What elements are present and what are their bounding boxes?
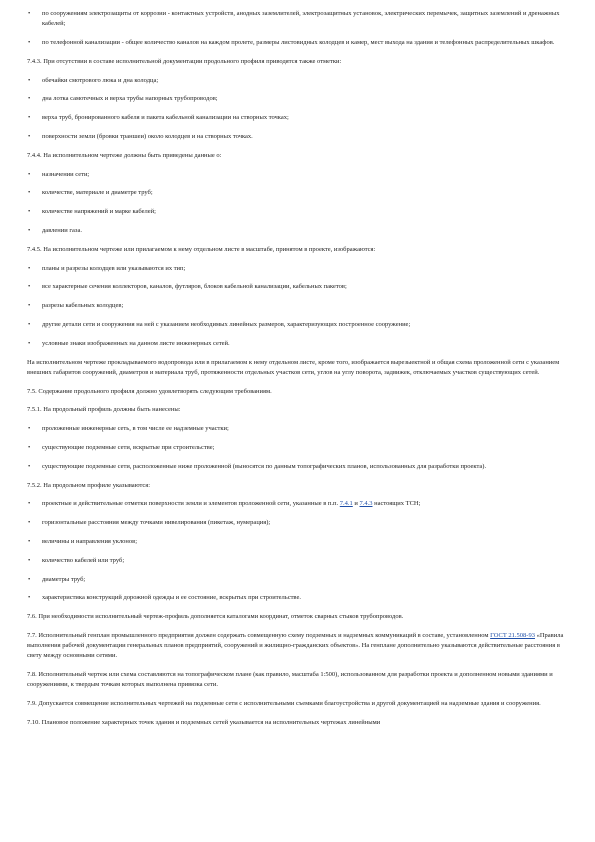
bullet-item [27, 38, 569, 48]
bullet-text: существующие подземные сети, вскрытые при строительстве; [42, 443, 215, 451]
bullet-dot-icon: • [28, 226, 31, 234]
bullet-text: существующие подземные сети, расположенные ниже проложенной (выносятся по данным топографических планов, использованных для разработки проекта). [42, 462, 487, 470]
bullet-dot-icon: • [28, 462, 31, 470]
paragraph: 7.5.2. На продольном профиле указываются: [27, 481, 151, 489]
bullet-item [27, 301, 569, 311]
bullet-item [27, 537, 569, 547]
bullet-item [27, 424, 569, 434]
paragraph [27, 631, 569, 662]
bullet-dot-icon: • [28, 425, 31, 433]
bullet-dot-icon: • [28, 443, 31, 451]
bullet-dot-icon: • [28, 132, 31, 140]
bullet-dot-icon: • [28, 76, 31, 84]
bullet-item [27, 264, 569, 274]
bullet-text: количестве напряжений и марке кабелей; [42, 208, 156, 216]
bullet-dot-icon: • [28, 519, 31, 527]
text-segment: настоящих ТСН; [372, 500, 421, 508]
bullet-text: по телефонной канализации - общее количество каналов на каждом пролете, размеры листовидных колодцев и камер, мест выхода на здания и телефонных распределительных шкафов. [42, 39, 555, 46]
paragraph: 7.10. Плановое положение характерных точек здания и подземных сетей указывается на исполнительных чертежах линейными [27, 718, 381, 726]
bullet-item [27, 170, 569, 180]
bullet-item [27, 339, 569, 349]
paragraph: 7.8. Исполнительный чертеж или схема составляются на топографическом плане (как правило, масштаба 1:500), использованном для разработки проекта и дополненном новыми зданиями и сооружениями, к твердым точкам которых выполнена привязка сети. [27, 671, 553, 689]
text-segment: проектные и действительные отметки поверхности земли и элементов проложенной сети, указанные в п.п. [42, 500, 340, 508]
bullet-dot-icon: • [28, 320, 31, 328]
link-section-7-4-1[interactable]: 7.4.1 [339, 500, 353, 508]
bullet-dot-icon: • [28, 10, 31, 17]
bullet-item [27, 113, 569, 123]
link-gost-21-508-93[interactable]: ГОСТ 21.508-93 [490, 631, 535, 639]
paragraph: 7.5. Содержание продольного профиля должно удовлетворять следующим требованиям. [27, 387, 272, 395]
bullet-item [27, 94, 569, 104]
bullet-item [27, 556, 569, 566]
paragraph: На исполнительном чертеже прокладываемого водопровода или в прилагаемом к нему отдельном листе, кроме того, изображается вырезыектной и общая схема проложенной сети с указанием внешних габаритов сооружений, диаметров и материала труб, протяженности отдельных участков сети, углов на углу поворота, задвижек, отключаемых участков существующих сетей. [27, 358, 560, 376]
bullet-dot-icon: • [28, 170, 31, 178]
bullet-text: диаметры труб; [42, 575, 86, 583]
bullet-text: обечайки смотрового люка и дна колодца; [42, 76, 159, 84]
bullet-item [27, 499, 569, 509]
bullet-item [27, 226, 569, 236]
bullet-dot-icon: • [28, 95, 31, 103]
bullet-dot-icon: • [28, 500, 31, 508]
bullet-text: давлении газа. [42, 226, 82, 234]
paragraph: 7.4.4. На исполнительном чертеже должны быть приведены данные о: [27, 151, 222, 159]
bullet-item [27, 462, 569, 472]
bullet-dot-icon: • [28, 339, 31, 347]
bullet-item [27, 76, 569, 86]
text-segment: 7.7. Исполнительный генплан промышленного предприятия должен содержать совмещенную схему подземных и надземных коммуникаций в составе, установленном [27, 631, 491, 639]
bullet-text: величины и направления уклонов; [42, 537, 138, 545]
bullet-dot-icon: • [28, 189, 31, 197]
bullet-dot-icon: • [28, 537, 31, 545]
bullet-text: количество кабелей или труб; [42, 556, 125, 564]
bullet-text: по сооружениям электрозащиты от коррозии - контактных устройств, анодных заземлителей, электрозащитных установок, электрических перемычек, защитных заземлений и дренажных кабелей; [42, 10, 560, 28]
bullet-dot-icon: • [28, 556, 31, 564]
bullet-item [27, 320, 569, 330]
paragraph: 7.5.1. На продольный профиль должны быть нанесены: [27, 406, 181, 414]
bullet-text: горизонтальные расстояния между точками нивелирования (пикетаж, нумерация); [42, 519, 271, 527]
paragraph: 7.4.3. При отсутствии в составе исполнительной документации продольного профиля приводятся также отметки: [27, 57, 342, 65]
bullet-text: другие детали сети и сооружения на ней с указанием необходимых линейных размеров, характеризующих построенное сооружение; [42, 320, 411, 328]
link-section-7-4-3[interactable]: 7.4.3 [359, 500, 373, 508]
bullet-text: разрезы кабельных колодцев; [42, 302, 124, 310]
text-segment: «Правила выполнения рабочей документации генеральных планов предприятий, сооружений и жилищно-гражданских объектов». На генплане дополнительно указываются действительные расстояния в свету между основными сетями. [27, 631, 564, 660]
bullet-text: количестве, материале и диаметре труб; [42, 189, 153, 197]
bullet-dot-icon: • [28, 302, 31, 310]
bullet-text: поверхности земли (бровки траншеи) около колодцев и на створных точках. [42, 132, 253, 140]
bullet-text: условные знаки изображенных на данном листе инженерных сетей. [42, 339, 230, 347]
bullet-text: все характерные сечения коллекторов, каналов, футляров, блоков кабельной канализации, кабельных пакетов; [42, 283, 347, 291]
bullet-text [42, 500, 420, 507]
bullet-dot-icon: • [28, 39, 31, 46]
bullet-text: характеристика конструкций дорожной одежды и ее состояние, вскрытых при строительстве. [42, 594, 301, 602]
bullet-text: назначении сети; [42, 170, 90, 178]
text-segment: и [352, 500, 360, 508]
bullet-text: планы и разрезы колодцев или указываются их тип; [42, 264, 186, 272]
bullet-dot-icon: • [28, 283, 31, 291]
bullet-text: дна лотка самотечных и верха трубы напорных трубопроводов; [42, 95, 218, 103]
bullet-item [27, 443, 569, 453]
bullet-item [27, 9, 569, 29]
bullet-text: верха труб, бронированного кабеля и пакета кабельной канализации на створных точках; [42, 114, 289, 122]
paragraph: 7.6. При необходимости исполнительный чертеж-профиль дополняется каталогами координат, отметок сварных стыков трубопроводов. [27, 613, 404, 621]
bullet-item [27, 575, 569, 585]
bullet-dot-icon: • [28, 114, 31, 122]
paragraph: 7.4.5. На исполнительном чертеже или прилагаемом к нему отдельном листе в масштабе, принятом в проекте, изображаются: [27, 245, 376, 253]
bullet-dot-icon: • [28, 594, 31, 602]
bullet-dot-icon: • [28, 264, 31, 272]
bullet-item [27, 518, 569, 528]
bullet-item [27, 282, 569, 292]
bullet-item [27, 132, 569, 142]
bullet-dot-icon: • [28, 575, 31, 583]
bullet-dot-icon: • [28, 208, 31, 216]
bullet-text: проложенные инженерные сеть, в том числе ее надземные участки; [42, 425, 229, 433]
bullet-item [27, 593, 569, 603]
bullet-item [27, 207, 569, 217]
paragraph: 7.9. Допускается совмещение исполнительных чертежей на подземные сети с исполнительными съемками благоустройства и другой документацией на надземные здания и сооружения. [27, 700, 541, 708]
bullet-item [27, 188, 569, 198]
